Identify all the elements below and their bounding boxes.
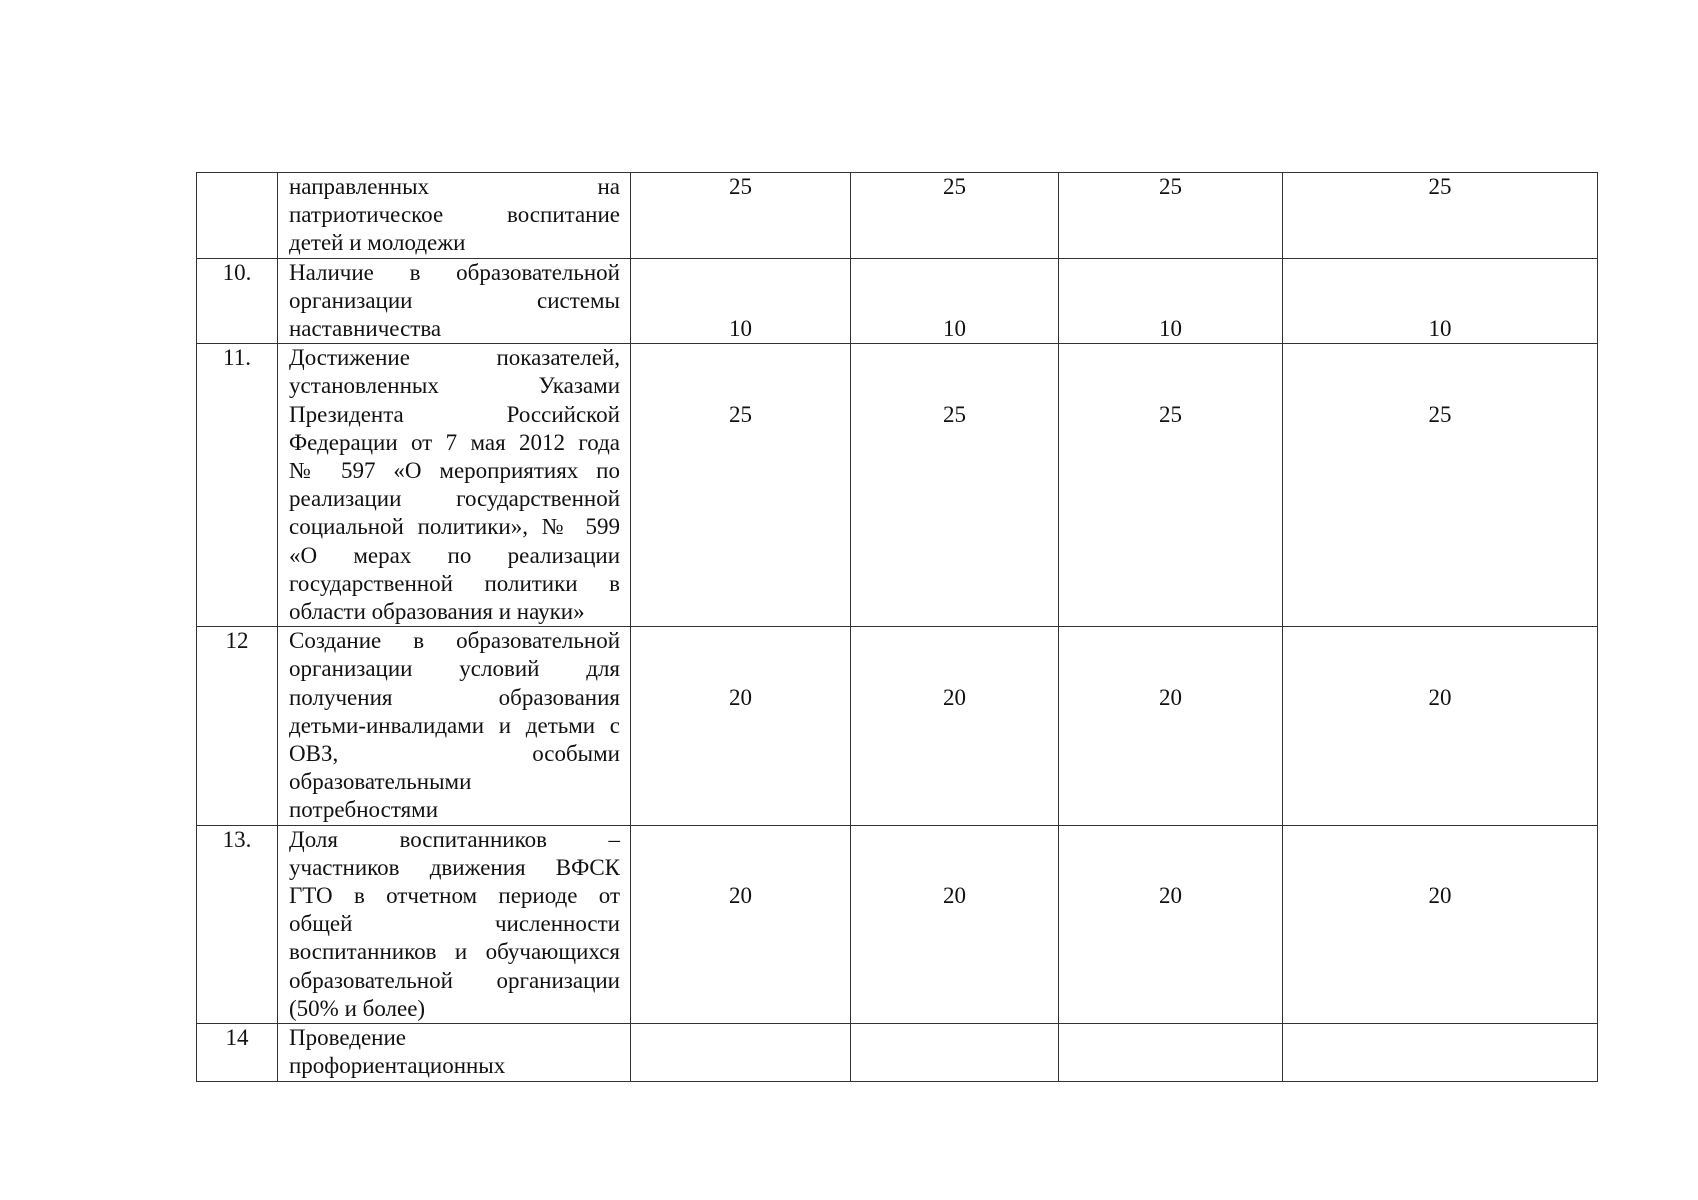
description-line: детьми-инвалидами и детьми с bbox=[289, 712, 620, 738]
description-line: ОВЗ, особыми bbox=[289, 741, 620, 767]
score-cell bbox=[851, 173, 1059, 259]
description-line: получения образования bbox=[289, 684, 620, 710]
score-value: 20 bbox=[1428, 684, 1452, 710]
description-line: участников движения ВФСК bbox=[289, 854, 620, 880]
description-line: Доля воспитанников – bbox=[289, 826, 620, 852]
score-value: 10 bbox=[1159, 316, 1182, 341]
score-value: 25 bbox=[729, 174, 752, 199]
criterion-description bbox=[278, 627, 631, 825]
description-line: Достижение показателей, bbox=[289, 345, 620, 371]
description-line: потребностями bbox=[289, 797, 439, 823]
score-value: 25 bbox=[729, 401, 752, 427]
score-value bbox=[851, 1024, 1058, 1052]
description-line: общей численности bbox=[289, 911, 620, 937]
description-line: наставничества bbox=[289, 316, 442, 342]
score-cell bbox=[631, 1024, 851, 1081]
description-line: № 597 «О мероприятиях по bbox=[289, 458, 620, 484]
score-cell bbox=[1283, 344, 1598, 627]
criterion-description bbox=[278, 258, 631, 344]
table-row bbox=[197, 173, 1598, 259]
row-number: 10. bbox=[197, 258, 278, 344]
criterion-description bbox=[278, 1024, 631, 1081]
score-cell bbox=[1059, 258, 1283, 344]
table-row bbox=[197, 627, 1598, 825]
table-body bbox=[197, 173, 1598, 1082]
score-value: 25 bbox=[1159, 174, 1182, 199]
score-cell bbox=[851, 627, 1059, 825]
criterion-description bbox=[278, 825, 631, 1023]
description-line: направленных на bbox=[289, 174, 620, 199]
score-cell bbox=[1283, 825, 1598, 1023]
score-cell bbox=[1059, 344, 1283, 627]
score-value: 20 bbox=[943, 883, 966, 909]
score-cell bbox=[631, 627, 851, 825]
description-line: патриотическое воспитание bbox=[289, 202, 620, 228]
description-line: организации условий для bbox=[289, 656, 620, 682]
score-cell bbox=[851, 1024, 1059, 1081]
score-value: 20 bbox=[729, 883, 752, 909]
score-cell bbox=[1059, 627, 1283, 825]
score-value: 25 bbox=[943, 174, 966, 199]
score-value: 10 bbox=[1428, 316, 1452, 341]
criterion-description bbox=[278, 344, 631, 627]
score-value bbox=[1283, 1024, 1597, 1052]
description-line: образовательными bbox=[289, 769, 472, 795]
score-cell bbox=[1283, 173, 1598, 259]
row-number: 11. bbox=[197, 344, 278, 627]
description-line: детей и молодежи bbox=[289, 230, 466, 256]
row-number: 14 bbox=[197, 1024, 278, 1081]
description-line: воспитанников и обучающихся bbox=[289, 939, 620, 965]
description-line: области образования и науки» bbox=[289, 599, 585, 625]
score-cell bbox=[1059, 173, 1283, 259]
description-line: Федерации от 7 мая 2012 года bbox=[289, 429, 620, 455]
score-cell bbox=[631, 258, 851, 344]
score-value: 25 bbox=[1428, 401, 1452, 427]
description-line: «О мерах по реализации bbox=[289, 542, 620, 568]
score-cell bbox=[1059, 825, 1283, 1023]
score-value: 20 bbox=[1428, 883, 1452, 909]
score-value bbox=[1059, 1024, 1282, 1052]
score-cell bbox=[851, 258, 1059, 344]
score-value: 20 bbox=[729, 684, 752, 710]
criterion-description bbox=[278, 173, 631, 259]
score-cell bbox=[851, 344, 1059, 627]
row-number: 12 bbox=[197, 627, 278, 825]
description-line: социальной политики», № 599 bbox=[289, 514, 620, 540]
score-cell bbox=[631, 173, 851, 259]
description-line: Наличие в образовательной bbox=[289, 259, 620, 285]
row-number: 13. bbox=[197, 825, 278, 1023]
score-value: 20 bbox=[1159, 883, 1182, 909]
description-line: Проведение bbox=[289, 1025, 406, 1051]
table-row bbox=[197, 825, 1598, 1023]
score-cell bbox=[851, 825, 1059, 1023]
score-value: 20 bbox=[943, 684, 966, 710]
score-value: 25 bbox=[943, 401, 966, 427]
score-value: 20 bbox=[1159, 684, 1182, 710]
table-row bbox=[197, 1024, 1598, 1081]
table-row bbox=[197, 258, 1598, 344]
description-line: образовательной организации bbox=[289, 967, 620, 993]
score-value bbox=[631, 1024, 850, 1052]
description-line: государственной политики в bbox=[289, 570, 620, 596]
score-cell bbox=[1283, 258, 1598, 344]
description-line: ГТО в отчетном периоде от bbox=[289, 883, 620, 909]
table-row bbox=[197, 344, 1598, 627]
score-value: 10 bbox=[943, 316, 966, 341]
score-cell bbox=[631, 344, 851, 627]
description-line: Создание в образовательной bbox=[289, 628, 620, 654]
description-line: Президента Российской bbox=[289, 401, 620, 427]
score-value: 25 bbox=[1159, 401, 1182, 427]
score-cell bbox=[1283, 1024, 1598, 1081]
score-value: 25 bbox=[1428, 174, 1452, 199]
description-line: организации системы bbox=[289, 287, 620, 313]
score-cell bbox=[1283, 627, 1598, 825]
score-cell bbox=[1059, 1024, 1283, 1081]
description-line: (50% и более) bbox=[289, 995, 426, 1021]
criteria-table bbox=[196, 172, 1598, 1082]
score-value: 10 bbox=[729, 316, 752, 341]
description-line: профориентационных bbox=[289, 1053, 506, 1079]
row-number bbox=[197, 173, 278, 259]
score-cell bbox=[631, 825, 851, 1023]
description-line: реализации государственной bbox=[289, 486, 620, 512]
description-line: установленных Указами bbox=[289, 373, 620, 399]
